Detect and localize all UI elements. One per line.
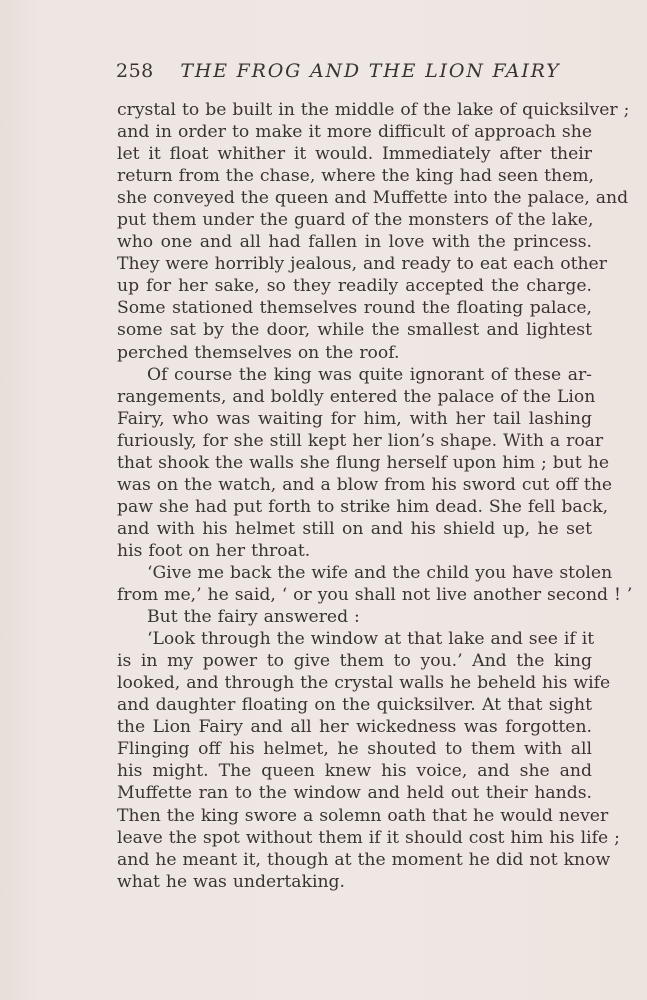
text-line: But the fairy answered : (147, 607, 360, 628)
body-text (117, 99, 633, 893)
text-line: Then the king swore a solemn oath that he would never (117, 805, 609, 826)
text-line: furiously, for she still kept her lion’s shape. With a roar (117, 430, 604, 451)
text-line: she conveyed the queen and Muffette into the palace, and (117, 188, 629, 209)
text-line: and daughter floating on the quicksilver. At that sight (117, 695, 592, 716)
text-line: rangements, and boldly entered the palace of the Lion (117, 386, 596, 407)
text-line: his might. The queen knew his voice, and she and (117, 761, 592, 782)
text-line: some sat by the door, while the smallest and lightest (117, 320, 592, 341)
text-line: They were horribly jealous, and ready to eat each other (117, 254, 607, 275)
text-line: who one and all had fallen in love with the princess. (117, 232, 592, 253)
text-line: his foot on her throat. (117, 540, 311, 561)
text-line: Some stationed themselves round the floating palace, (117, 298, 592, 319)
text-line: paw she had put forth to strike him dead. She fell back, (117, 496, 609, 517)
text-line: from me,’ he said, ‘ or you shall not live another second ! ’ (117, 585, 633, 606)
running-head (116, 60, 596, 86)
text-line: is in my power to give them to you.’ And the king (117, 651, 592, 672)
text-line: what he was undertaking. (117, 871, 345, 892)
text-line: let it float whither it would. Immediately after their (117, 144, 592, 165)
text-line: looked, and through the crystal walls he beheld his wife (117, 673, 611, 694)
text-line: and he meant it, though at the moment he did not know (117, 849, 611, 870)
page-number: 258 (116, 60, 154, 82)
text-line: Flinging off his helmet, he shouted to them with all (117, 739, 592, 760)
text-line: put them under the guard of the monsters of the lake, (117, 210, 594, 231)
text-line: Fairy, who was waiting for him, with her tail lashing (117, 408, 592, 429)
text-line: ‘Give me back the wife and the child you have stolen (147, 562, 613, 583)
text-line: Muffette ran to the window and held out their hands. (117, 783, 592, 804)
text-line: and with his helmet still on and his shield up, he set (117, 518, 592, 539)
running-title: THE FROG AND THE LION FAIRY (180, 60, 561, 82)
text-line: and in order to make it more difficult of approach she (117, 122, 592, 143)
text-line: crystal to be built in the middle of the lake of quicksilver ; (117, 100, 630, 120)
text-line: was on the watch, and a blow from his sword cut off the (117, 474, 613, 495)
text-line: up for her sake, so they readily accepted the charge. (117, 276, 592, 297)
text-line: leave the spot without them if it should cost him his life ; (117, 827, 620, 848)
text-line: Of course the king was quite ignorant of these ar- (147, 364, 592, 385)
text-line: perched themselves on the roof. (117, 342, 400, 363)
text-line: return from the chase, where the king had seen them, (117, 166, 595, 187)
text-line: ‘Look through the window at that lake and see if it (147, 629, 595, 650)
text-line: the Lion Fairy and all her wickedness was forgotten. (117, 717, 592, 738)
text-line: that shook the walls she flung herself upon him ; but he (117, 452, 609, 473)
